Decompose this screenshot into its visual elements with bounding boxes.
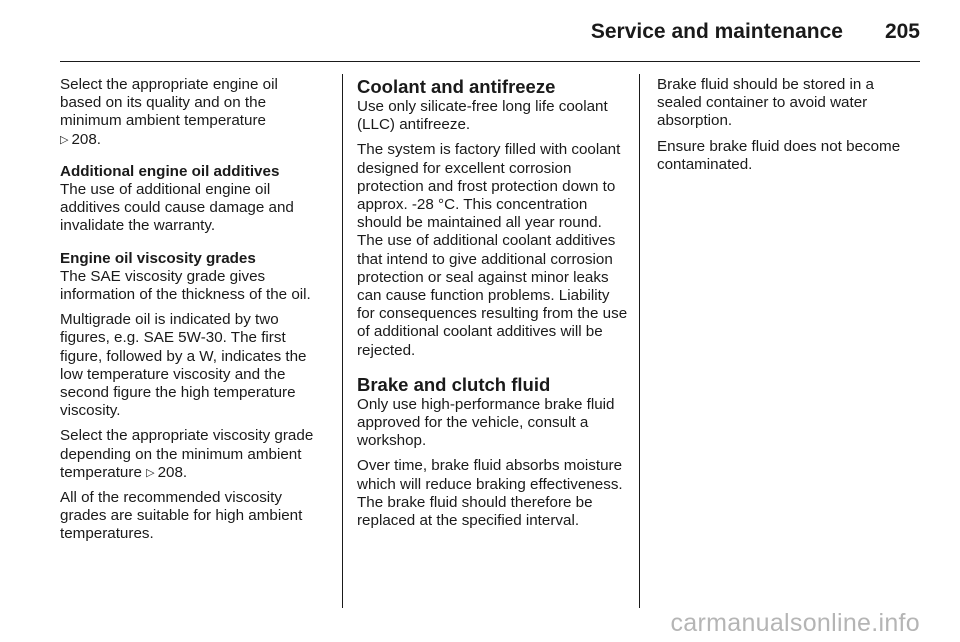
coolant-section xyxy=(357,76,628,360)
additives-paragraph: The use of additional engine oil additives could cause damage and invalidate the warranty. xyxy=(60,181,294,235)
brake-fluid-paragraph-2: Over time, brake fluid absorbs moisture which will reduce braking effectiveness. The brake fluid should therefore be replaced at the specified interval. xyxy=(357,457,623,530)
intro-line-2: based on its quality and on the xyxy=(60,94,267,112)
intro-paragraph xyxy=(60,76,328,149)
viscosity-paragraph-3 xyxy=(60,427,328,482)
column-divider-left xyxy=(342,74,343,608)
engine-oil-intro xyxy=(60,76,328,149)
page-title: Service and maintenance xyxy=(590,20,843,43)
brake-fluid-storage xyxy=(657,76,922,174)
intro-line-3: minimum ambient temperature xyxy=(60,112,266,130)
page-reference-arrow-icon: ▷ xyxy=(60,133,69,146)
viscosity-section xyxy=(60,250,328,544)
page-reference-link[interactable]: 208. xyxy=(157,463,188,481)
column-left xyxy=(60,76,328,558)
coolant-paragraph-1: Use only silicate-free long life coolant (LLC) antifreeze. xyxy=(357,98,608,134)
column-middle xyxy=(357,76,628,544)
column-divider-right xyxy=(639,74,640,608)
coolant-paragraph-2: The system is factory filled with coolant designed for excellent corrosion protection and frost protection down to approx. -28 °C. This concentration should be maintained all year round. The use of additional coolant additives that intend to give additional corrosion protection or seal against minor leaks can cause function problems. Liability for consequences resulting from the use of additional coolant additives will be rejected. xyxy=(357,141,628,359)
page-reference-link[interactable]: 208. xyxy=(71,130,102,148)
watermark: carmanualsonline.info xyxy=(670,609,920,637)
viscosity-paragraph-1: The SAE viscosity grade gives information of the thickness of the oil. xyxy=(60,267,311,304)
storage-paragraph-1: Brake fluid should be stored in a sealed container to avoid water absorption. xyxy=(657,76,874,130)
page-reference-arrow-icon: ▷ xyxy=(146,466,155,479)
brake-fluid-paragraph-1: Only use high-performance brake fluid approved for the vehicle, consult a workshop. xyxy=(357,395,615,450)
viscosity-paragraph-4: All of the recommended viscosity grades are suitable for high ambient temperatures. xyxy=(60,489,303,543)
intro-line-1: Select the appropriate engine oil xyxy=(60,76,278,93)
viscosity-paragraph-3-text: Select the appropriate viscosity grade depending on the minimum ambient temperature xyxy=(60,427,314,481)
brake-fluid-section xyxy=(357,374,628,530)
header-rule xyxy=(60,61,920,62)
viscosity-heading: Engine oil viscosity grades xyxy=(60,249,256,267)
storage-paragraph-2: Ensure brake fluid does not become contaminated. xyxy=(657,137,901,173)
additives-section xyxy=(60,163,328,236)
viscosity-paragraph-2: Multigrade oil is indicated by two figures, e.g. SAE 5W-30. The first figure, followed by a W, indicates the low temperature viscosity and the second figure the high temperature viscosity. xyxy=(60,311,307,420)
column-right xyxy=(657,76,922,188)
coolant-heading: Coolant and antifreeze xyxy=(357,76,556,97)
page-number: 205 xyxy=(884,20,920,43)
additives-heading: Additional engine oil additives xyxy=(60,162,280,180)
brake-fluid-heading: Brake and clutch fluid xyxy=(357,373,551,395)
page-header xyxy=(0,0,960,62)
